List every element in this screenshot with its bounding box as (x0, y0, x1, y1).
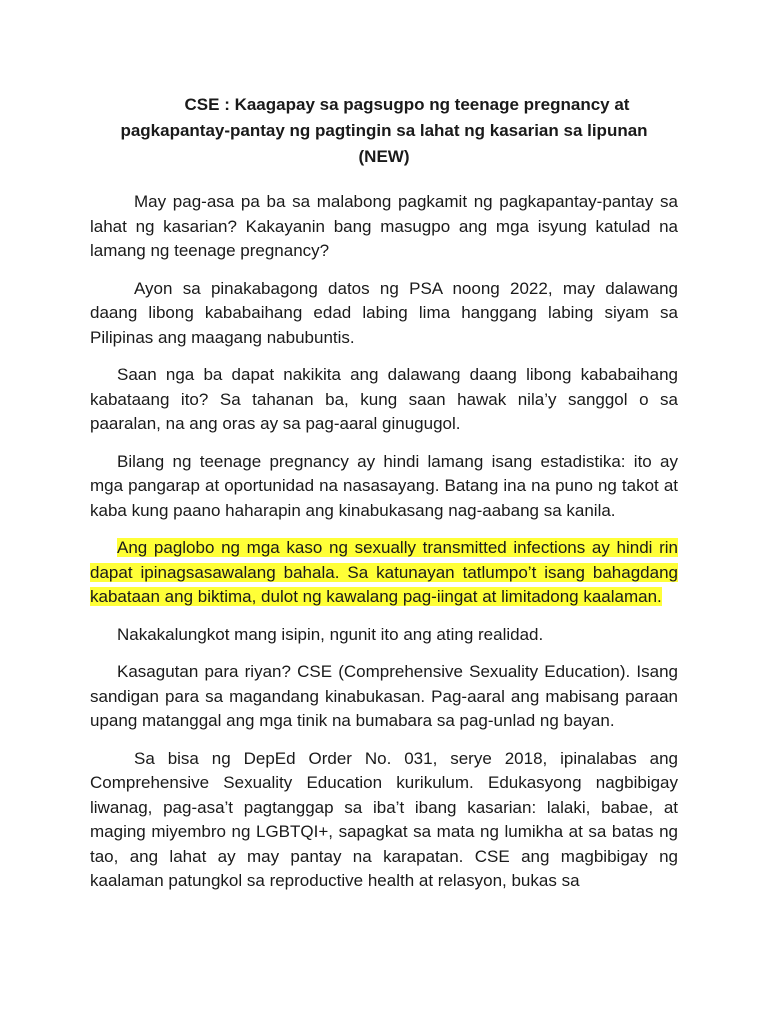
paragraph-6: Nakakalungkot mang isipin, ngunit ito ang ating realidad. (117, 624, 544, 644)
title-line-3: (NEW) (358, 147, 410, 166)
paragraph-7: Kasagutan para riyan? CSE (Comprehensive Sexuality Education). Isang sandigan para sa magandang kinabukasan. Pag-aaral ang mabisang paraan upang matanggal ang mga tinik na bumabara sa pag-unlad ng bayan. (90, 662, 678, 730)
highlighted-text: Ang paglobo ng mga kaso ng sexually transmitted infections ay hindi rin dapat ipinagsasawalang bahala. Sa katunayan tatlumpo’t isang bahagdang kabataan ang biktima, dulot ng kawalang pag-iingat at limitadong kaalaman. (90, 538, 678, 606)
paragraph-4: Bilang ng teenage pregnancy ay hindi lamang isang estadistika: ito ay mga pangarap at oportunidad na nasasayang. Batang ina na puno ng takot at kaba kung paano haharapin ang kinabukasang nag-aabang sa kanila. (90, 451, 678, 520)
document-page (90, 92, 678, 894)
paragraph-1: May pag-asa pa ba sa malabong pagkamit ng pagkapantay-pantay sa lahat ng kasarian? Kakayanin bang masugpo ang mga isyung katulad na lamang ng teenage pregnancy? (90, 192, 678, 260)
title-line-2: pagkapantay-pantay ng pagtingin sa lahat ng kasarian sa lipunan (120, 121, 648, 140)
paragraph-5-highlighted (90, 536, 678, 610)
title-line-1: CSE : Kaagapay sa pagsugpo ng teenage pregnancy at (184, 95, 630, 114)
paragraph-3: Saan nga ba dapat nakikita ang dalawang daang libong kababaihang kabataang ito? Sa tahanan ba, kung saan hawak nila’y sanggol o sa paaralan, na ang oras ay sa pag-aaral ginugugol. (90, 365, 678, 433)
document-title (90, 92, 678, 170)
paragraph-2: Ayon sa pinakabagong datos ng PSA noong 2022, may dalawang daang libong kababaihang edad labing lima hanggang labing siyam sa Pilipinas ang maagang nabubuntis. (90, 278, 678, 347)
paragraph-8: Sa bisa ng DepEd Order No. 031, serye 2018, ipinalabas ang Comprehensive Sexuality Education kurikulum. Edukasyong nagbibigay liwanag, pag-asa’t pagtanggap sa iba’t ibang kasarian: lalaki, babae, at maging miyembro ng LGBTQI+, sapagkat sa mata ng lumikha at sa batas ng tao, ang lahat ay may pantay na karapatan. CSE ang magbibigay ng kaalaman patungkol sa reproductive health at relasyon, bukas sa (90, 748, 678, 890)
